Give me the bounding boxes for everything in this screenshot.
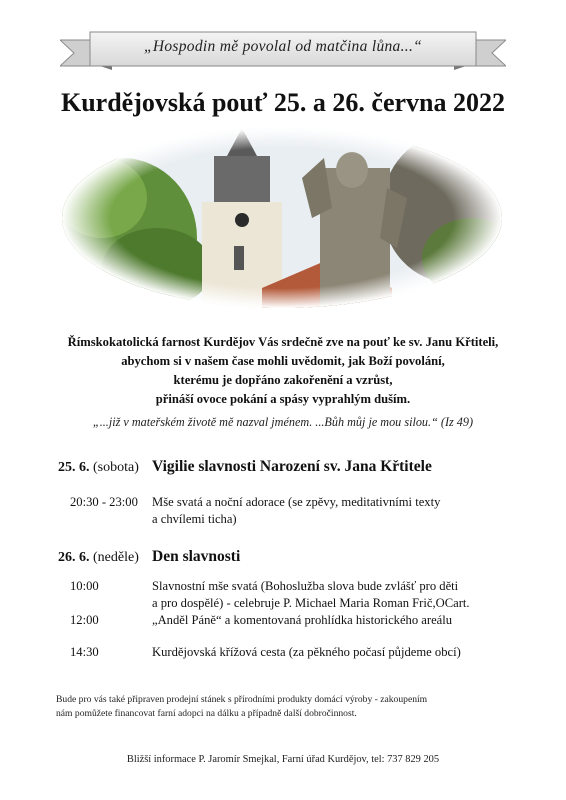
day2-date: 26. 6. bbox=[58, 550, 90, 565]
event-time: 14:30 bbox=[70, 645, 99, 659]
event-description bbox=[152, 494, 482, 528]
intro-line: Římskokatolická farnost Kurdějov Vás srdečně zve na pouť ke sv. Janu Křtiteli, bbox=[67, 335, 499, 349]
event-desc-line: Mše svatá a noční adorace (se zpěvy, meditativními texty bbox=[152, 495, 441, 509]
event-desc-line: „Anděl Páně“ a komentovaná prohlídka historického areálu bbox=[152, 613, 453, 627]
day2-header bbox=[58, 548, 241, 566]
event-description bbox=[152, 644, 482, 661]
event-description bbox=[152, 612, 482, 629]
notice-line: nám pomůžete financovat farní adopci na dálku a případně další dobročinnost. bbox=[56, 708, 357, 719]
intro-line: přináší ovoce pokání a spásy vyprahlým duším. bbox=[155, 392, 411, 406]
church-and-statue-photo bbox=[62, 128, 502, 308]
quote-banner bbox=[60, 30, 506, 72]
event-desc-line: Slavnostní mše svatá (Bohoslužba slova bude zvlášť pro děti bbox=[152, 579, 459, 593]
intro-paragraph bbox=[40, 333, 526, 409]
day1-date: 25. 6. bbox=[58, 460, 90, 475]
intro-line: abychom si v našem čase mohli uvědomit, jak Boží povolání, bbox=[121, 354, 445, 368]
bible-quote: „...již v mateřském životě mě nazval jménem. ...Bůh můj je mou silou.“ (Iz 49) bbox=[92, 415, 474, 429]
event-time: 20:30 - 23:00 bbox=[70, 495, 138, 509]
event-desc-line: a chvílemi ticha) bbox=[152, 512, 237, 526]
event-time: 12:00 bbox=[70, 613, 99, 627]
notice-line: Bude pro vás také připraven prodejní stánek s přírodními produkty domácí výroby - zakoupením bbox=[56, 694, 428, 705]
day1-weekday: (sobota) bbox=[89, 460, 139, 475]
day1-heading: Vigilie slavnosti Narození sv. Jana Křtitele bbox=[152, 458, 432, 475]
event-desc-line: Kurdějovská křížová cesta (za pěkného počasí půjdeme obcí) bbox=[152, 645, 461, 659]
event-description bbox=[152, 578, 482, 612]
banner-quote: „Hospodin mě povolal od matčina lůna...“ bbox=[143, 38, 423, 55]
day2-weekday: (neděle) bbox=[89, 550, 139, 565]
day1-header bbox=[58, 458, 432, 476]
day2-heading: Den slavnosti bbox=[152, 548, 241, 565]
intro-line: kterému je dopřáno zakořenění a vzrůst, bbox=[173, 373, 393, 387]
event-time: 10:00 bbox=[70, 579, 99, 593]
event-desc-line: a pro dospělé) - celebruje P. Michael Maria Roman Frič,OCart. bbox=[152, 596, 470, 610]
sales-stand-notice bbox=[56, 693, 516, 721]
page-title: Kurdějovská pouť 25. a 26. června 2022 bbox=[60, 88, 505, 117]
contact-info: Bližší informace P. Jaromír Smejkal, Farní úřad Kurdějov, tel: 737 829 205 bbox=[126, 754, 440, 765]
